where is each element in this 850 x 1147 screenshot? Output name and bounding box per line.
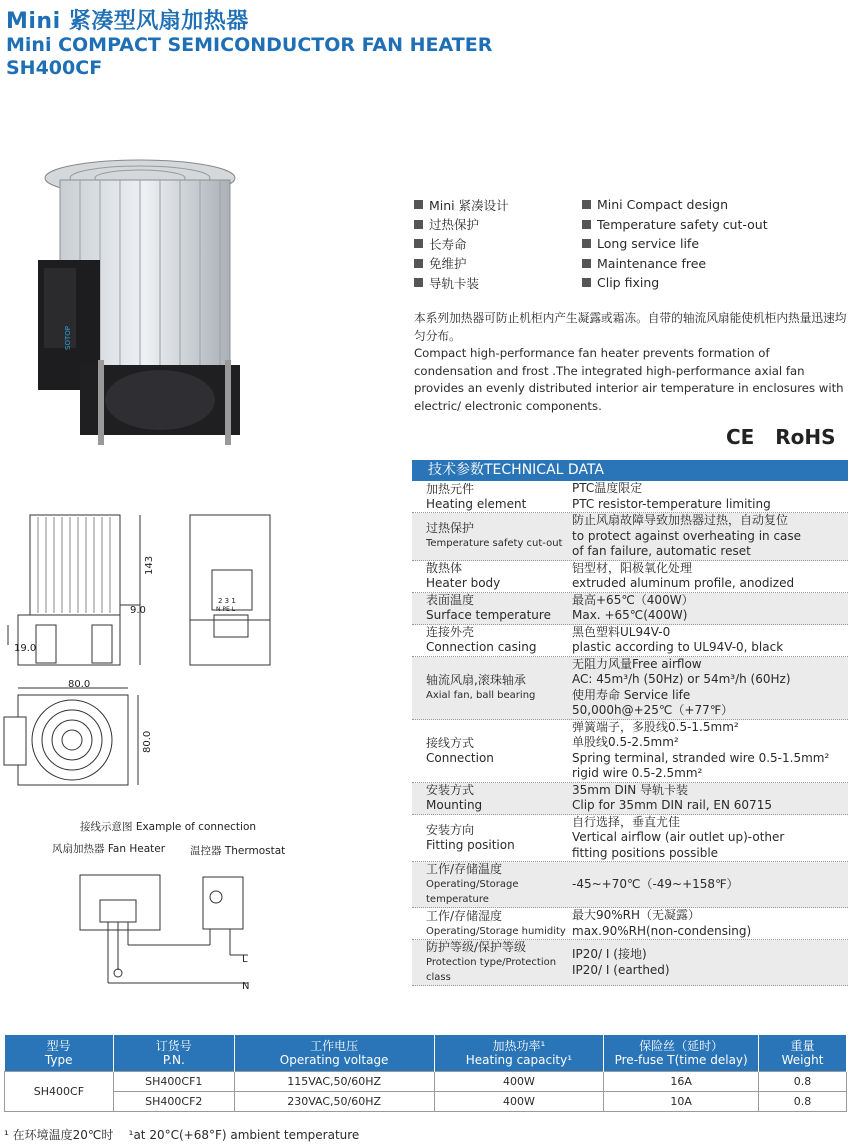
col-type: 型号 Type [5,1035,114,1071]
tech-value-line: -45~+70℃（-49~+158℉） [572,876,739,891]
tech-data-table [412,460,848,986]
tech-value-line: max.90%RH(non-condensing) [572,923,752,938]
intro-cn: 本系列加热器可防止机柜内产生凝露或霜冻。自带的轴流风扇能使机柜内热量迅速均匀分布。 [414,311,847,343]
tech-row [412,513,848,561]
tech-row [412,625,848,657]
tech-row-key [412,481,572,512]
bullet-icon [414,200,423,209]
tech-value-line: extruded aluminum profile, anodized [572,576,795,590]
fan-heater-label: 风扇加热器 Fan Heater [52,843,166,855]
feature-cn: 长寿命 [429,236,467,252]
rohs-mark: RoHS [775,425,836,449]
tech-row [412,593,848,625]
tech-row-value [572,481,848,512]
tech-value-line: rigid wire 0.5-2.5mm² [572,766,703,780]
tech-key-cn: 安装方向 [426,822,475,837]
tech-row-key [412,815,572,862]
intro-text [414,310,848,415]
dim-143: 143 [144,555,155,575]
tech-value-line: of fan failure, automatic reset [572,544,751,558]
terminal-numbers: 2 3 1 [218,597,236,605]
cell-pn: SH400CF1 [113,1071,234,1091]
tech-value-line: AC: 45m³/h (50Hz) or 54m³/h (60Hz) [572,672,791,686]
dim-9: 9.0 [130,605,146,616]
bullet-icon [414,259,423,268]
tech-row-value [572,593,848,624]
feature-en: Maintenance free [597,255,707,271]
footnote-en: ¹at 20°C(+68°F) ambient temperature [128,1128,360,1142]
tech-value-line: 防止风扇故障导致加热器过热，自动复位 [572,513,789,527]
tech-value-line: to protect against overheating in case [572,528,802,543]
intro-en: Compact high-performance fan heater prevents formation of condensation and frost .The integrated high-performance axial fan provides an evenly distributed interior air temperature in enclosures with electric/ electronic components. [414,346,844,413]
tech-row-value [572,720,848,782]
tech-key-cn: 加热元件 [426,481,475,496]
feature-cn: Mini 紧凑设计 [429,197,509,213]
tech-value-line: PTC温度限定 [572,481,643,495]
cell-weight: 0.8 [759,1071,847,1091]
tech-key-cn: 防护等级/保护等级 [426,940,527,954]
tech-key-en: Heating element [426,496,527,511]
bullet-icon [414,220,423,229]
bullet-icon [582,259,591,268]
cert-marks [726,425,836,449]
bullet-icon [414,239,423,248]
thermostat-label: 温控器 Thermostat [190,845,286,857]
bullet-icon [582,239,591,248]
feature-en: Mini Compact design [597,197,728,213]
footnote-cn: ¹ 在环境温度20℃时 [4,1128,114,1142]
bullet-icon [582,278,591,287]
table-row [5,1091,847,1111]
tech-key-en: Protection type/Protection class [426,957,557,983]
tech-value-line: 黑色塑料UL94V-0 [572,624,671,639]
tech-key-en: Heater body [426,576,501,590]
tech-row-value [572,657,848,719]
tech-row-key [412,625,572,656]
table-row [5,1071,847,1091]
tech-row-key [412,561,572,592]
connection-diagram [70,855,260,995]
tech-row-key [412,593,572,624]
cell-voltage: 230VAC,50/60HZ [234,1091,434,1111]
tech-key-cn: 连接外壳 [426,625,475,639]
tech-value-line: 35mm DIN 导轨卡装 [572,782,689,797]
tech-value-line: plastic according to UL94V-0, black [572,640,784,654]
model-title: SH400CF [6,57,103,79]
tech-value-line: 自行选择，垂直尤佳 [572,814,681,829]
tech-value-line: IP20/ I (earthed) [572,962,670,977]
tech-value-line: 最大90%RH（无凝露） [572,908,701,922]
tech-row-key [412,720,572,782]
tech-row-value [572,783,848,814]
tech-key-cn: 安装方式 [426,783,475,797]
tech-row-key [412,513,572,560]
tech-row-value [572,625,848,656]
tech-row-key [412,862,572,907]
line-l-label: L [242,954,248,965]
tech-key-cn: 过热保护 [426,521,475,536]
product-photo [30,150,260,450]
tech-value-line: 使用寿命 Service life [572,687,691,702]
bullet-icon [582,200,591,209]
tech-value-line: fitting positions possible [572,845,719,860]
ce-mark: CE [726,425,755,449]
tech-key-cn: 散热体 [426,561,463,575]
tech-key-cn: 工作/存储湿度 [426,908,503,923]
order-table [4,1035,847,1112]
feature-en: Temperature safety cut-out [597,216,768,232]
tech-row-key [412,657,572,719]
footnote [4,1126,359,1143]
col-weight: 重量 Weight [759,1035,847,1071]
terminal-labels: N PE L [216,606,236,613]
feature-en: Clip fixing [597,275,660,291]
bullet-icon [414,278,423,287]
cell-pn: SH400CF2 [113,1091,234,1111]
tech-value-line: 无阻力风量Free airflow [572,656,702,671]
tech-value-line: Max. +65℃(400W) [572,608,688,622]
connection-title: 接线示意图 Example of connection [80,821,257,833]
tech-key-cn: 表面温度 [426,593,475,607]
tech-row-key [412,940,572,985]
tech-value-line: Spring terminal, stranded wire 0.5-1.5mm² [572,750,830,765]
tech-row [412,783,848,815]
tech-key-en: Axial fan, ball bearing [426,689,536,701]
dimension-drawings [0,505,300,790]
tech-key-cn: 接线方式 [426,735,475,750]
tech-key-en: Mounting [426,798,483,812]
feature-en: Long service life [597,236,700,252]
tech-key-cn: 轴流风扇,滚珠轴承 [426,672,526,687]
tech-key-en: Operating/Storage humidity [426,925,566,937]
tech-row [412,561,848,593]
cell-type: SH400CF [5,1071,114,1111]
cell-fuse: 10A [604,1091,759,1111]
tech-row [412,720,848,783]
tech-value-line: Vertical airflow (air outlet up)-other [572,830,785,844]
tech-key-en: Connection [426,750,494,765]
tech-row-key [412,783,572,814]
tech-value-line: Clip for 35mm DIN rail, EN 60715 [572,798,772,812]
dim-80-width: 80.0 [68,679,91,690]
tech-row-value [572,561,848,592]
dim-80-height: 80.0 [142,730,153,753]
col-pn: 订货号 P.N. [113,1035,234,1071]
tech-row-value [572,940,848,985]
cell-power: 400W [434,1091,604,1111]
tech-row-key [412,908,572,939]
cell-weight: 0.8 [759,1091,847,1111]
col-voltage: 工作电压 Operating voltage [234,1035,434,1071]
brand-label: SOTOP [64,326,72,350]
features-en-list [582,195,768,293]
tech-key-cn: 工作/存储温度 [426,862,503,876]
tech-value-line: 铝型材，阳极氧化处理 [572,560,693,575]
tech-value-line: PTC resistor-temperature limiting [572,496,771,511]
tech-row-value [572,815,848,862]
line-n-label: N [242,981,250,992]
feature-cn: 免维护 [429,256,467,272]
tech-key-en: Operating/Storage temperature [426,879,519,905]
bullet-icon [582,220,591,229]
tech-value-line: IP20/ I (接地) [572,947,647,961]
cell-fuse: 16A [604,1071,759,1091]
tech-key-en: Temperature safety cut-out [426,538,563,550]
cell-power: 400W [434,1071,604,1091]
tech-key-en: Surface temperature [426,608,551,622]
tech-value-line: 50,000h@+25℃（+77℉） [572,703,734,717]
tech-value-line: 单股线0.5-2.5mm² [572,735,679,749]
tech-row-value [572,908,848,939]
tech-row [412,908,848,940]
tech-key-en: Connection casing [426,640,537,654]
title-cn: Mini 紧凑型风扇加热器 [6,9,249,34]
tech-row [412,657,848,720]
dim-19: 19.0 [14,643,37,654]
tech-row [412,940,848,986]
col-power: 加热功率¹ Heating capacity¹ [434,1035,604,1071]
tech-key-en: Fitting position [426,837,515,852]
tech-row-value [572,513,848,560]
title-en: Mini COMPACT SEMICONDUCTOR FAN HEATER [6,34,493,56]
tech-row-value [572,862,848,907]
feature-cn: 导轨卡装 [429,275,480,291]
tech-heading: 技术参数TECHNICAL DATA [412,460,848,481]
tech-row [412,815,848,863]
feature-cn: 过热保护 [429,217,480,233]
features-cn-list [414,195,509,293]
tech-value-line: 最高+65℃（400W） [572,592,694,607]
tech-row [412,862,848,908]
cell-voltage: 115VAC,50/60HZ [234,1071,434,1091]
tech-row [412,481,848,513]
tech-value-line: 弹簧端子，多股线0.5-1.5mm² [572,719,739,734]
col-fuse: 保险丝（延时） Pre-fuse T(time delay) [604,1035,759,1071]
